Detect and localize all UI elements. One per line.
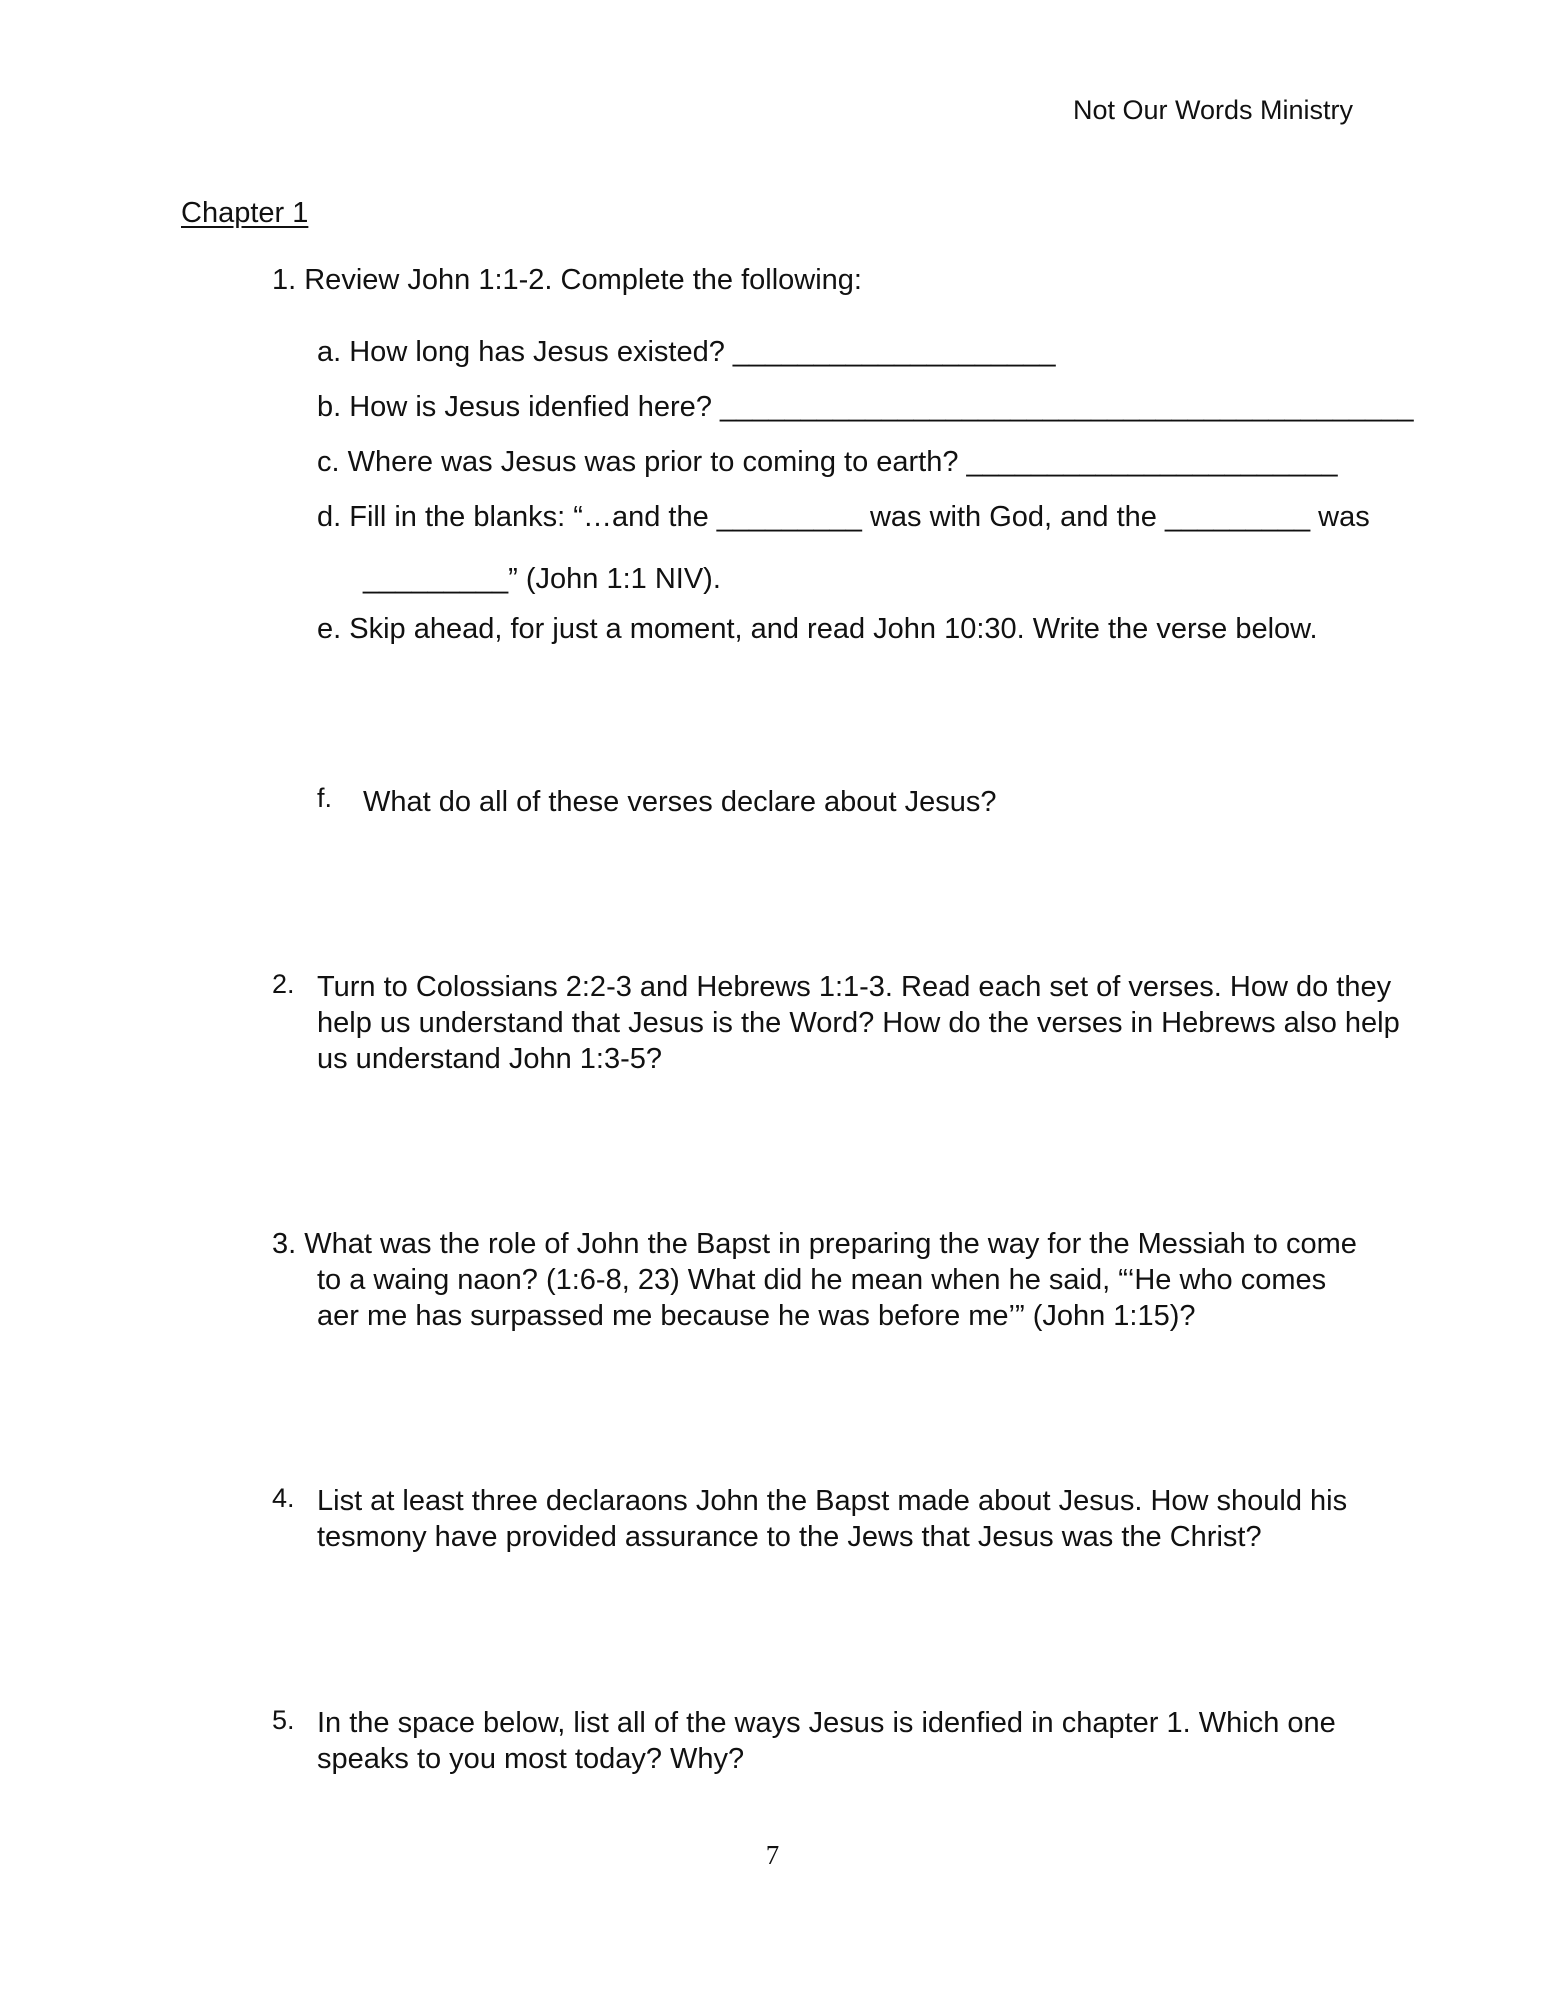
question-2-number: 2. <box>272 969 295 999</box>
question-4-line-1: List at least three declaraons John the Bapst made about Jesus. How should his <box>317 1485 1348 1517</box>
page-number: 7 <box>765 1840 780 1870</box>
question-1d-line-1: d. Fill in the blanks: “…and the _________ was with God, and the _________ was <box>317 501 1370 533</box>
question-5-line-1: In the space below, list all of the ways Jesus is idenfied in chapter 1. Which one <box>317 1707 1336 1739</box>
question-1c: c. Where was Jesus was prior to coming to earth? _______________________ <box>317 446 1338 478</box>
ministry-header: Not Our Words Ministry <box>1072 95 1353 125</box>
question-1e: e. Skip ahead, for just a moment, and read John 10:30. Write the verse below. <box>317 613 1318 645</box>
question-5-number: 5. <box>272 1705 295 1735</box>
question-1f-text: What do all of these verses declare about Jesus? <box>363 786 997 818</box>
question-1d-line-2: _________” (John 1:1 NIV). <box>363 563 721 595</box>
question-3-line-3: aer me has surpassed me because he was before me’” (John 1:15)? <box>317 1300 1196 1332</box>
question-1a: a. How long has Jesus existed? ____________________ <box>317 336 1056 368</box>
question-2-line-1: Turn to Colossians 2:2-3 and Hebrews 1:1-3. Read each set of verses. How do they <box>317 971 1392 1003</box>
question-1f-label: f. <box>317 783 333 813</box>
question-4-number: 4. <box>272 1483 295 1513</box>
question-1b: b. How is Jesus idenfied here? ___________________________________________ <box>317 391 1414 423</box>
question-3-line-2: to a waing naon? (1:6-8, 23) What did he mean when he said, “‘He who comes <box>317 1264 1327 1296</box>
question-4-line-2: tesmony have provided assurance to the Jews that Jesus was the Christ? <box>317 1521 1262 1553</box>
chapter-title: Chapter 1 <box>181 197 309 229</box>
question-1-text: 1. Review John 1:1-2. Complete the following: <box>272 264 862 296</box>
question-5-line-2: speaks to you most today? Why? <box>317 1743 745 1775</box>
question-3-line-1: 3. What was the role of John the Bapst in preparing the way for the Messiah to come <box>272 1228 1357 1260</box>
question-2-line-2: help us understand that Jesus is the Word? How do the verses in Hebrews also help <box>317 1007 1400 1039</box>
question-2-line-3: us understand John 1:3-5? <box>317 1043 663 1075</box>
